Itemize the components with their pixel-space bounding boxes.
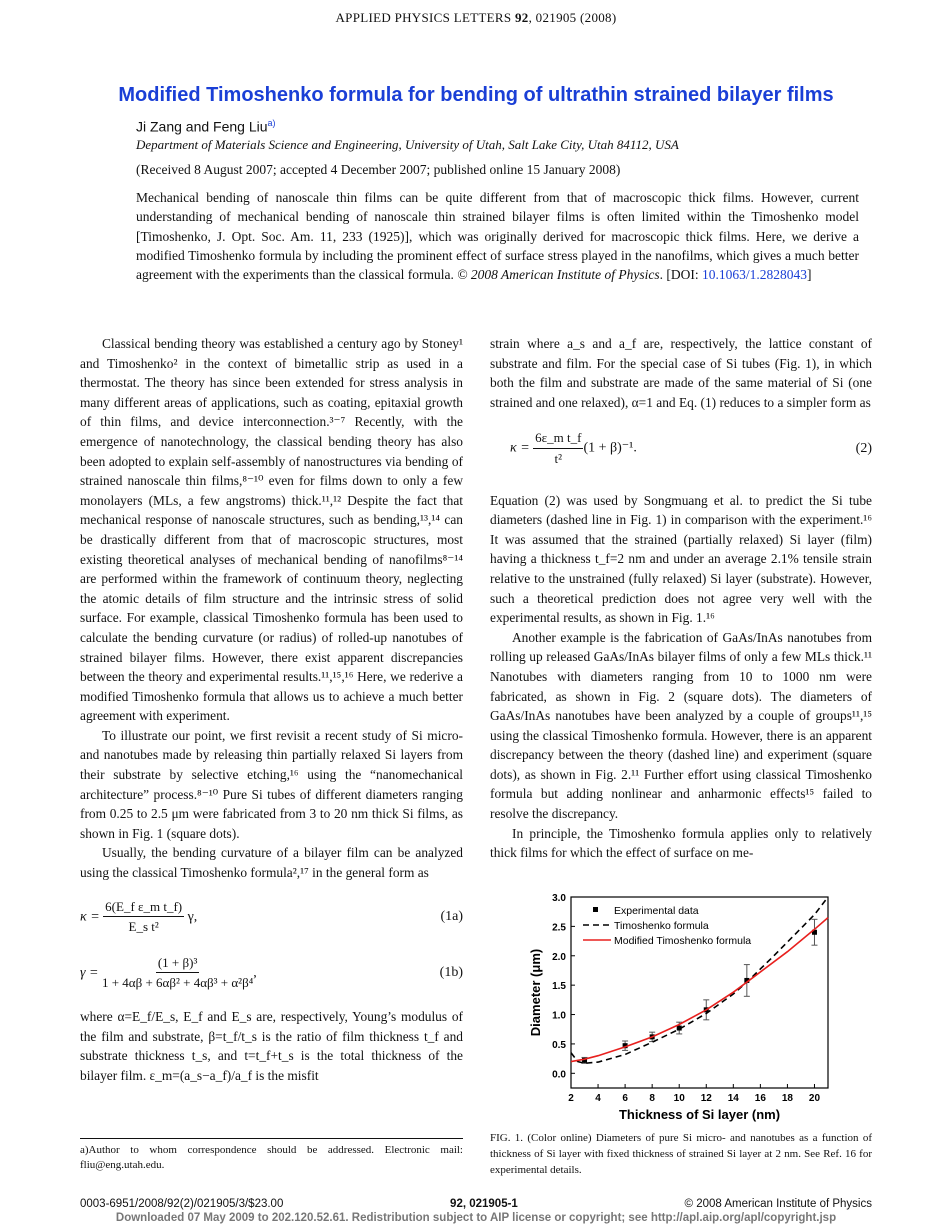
- y-tick-label: 2.0: [552, 951, 566, 963]
- equation-2: κ = $\frac{\text{6ε\_m t\_f}}{\text{t²}}$ (1 + β)⁻¹. (2): [510, 430, 872, 466]
- paper-title: Modified Timoshenko formula for bending of ultrathin strained bilayer films: [118, 84, 834, 106]
- y-tick-label: 0.5: [552, 1039, 566, 1051]
- x-axis-label: Thickness of Si layer (nm): [618, 1107, 781, 1122]
- footnote: a)Author to whom correspondence should be addressed. Electronic mail: fliu@eng.utah.edu.: [80, 1138, 463, 1173]
- authors: Ji Zang and Feng Liu$^{a)}$: [136, 118, 276, 135]
- paragraph: Usually, the bending curvature of a bilayer film can be analyzed using the classical Timoshenko formula²,¹⁷ in the general form as: [80, 845, 463, 881]
- footer-page: 92, 021905-1: [450, 1198, 518, 1210]
- legend-label: Experimental data: [614, 905, 699, 917]
- x-tick-label: 2: [568, 1093, 574, 1104]
- figure-1-chart: [520, 884, 850, 1129]
- right-column: [490, 334, 872, 863]
- y-axis-label: Diameter (μm): [528, 948, 543, 1037]
- x-tick-label: 12: [700, 1093, 712, 1104]
- download-notice: Downloaded 07 May 2009 to 202.120.52.61. Redistribution subject to AIP license or copyright; see http://apl.aip.org/apl/copyright.jsp: [115, 1212, 837, 1224]
- x-tick-label: 10: [673, 1093, 685, 1104]
- footer-copyright: © 2008 American Institute of Physics: [684, 1198, 872, 1210]
- y-tick-label: 1.5: [552, 981, 566, 993]
- figure-caption: FIG. 1. (Color online) Diameters of pure Si micro- and nanotubes as a function of thickness of Si layer with fixed thickness of strained Si layer at 2 nm. See Ref. 16 for experimental details.: [490, 1132, 872, 1176]
- received-dates: (Received 8 August 2007; accepted 4 December 2007; published online 15 January 2008): [136, 162, 621, 177]
- equation-1b: γ = $\frac{\text{(1 + β)³}}{\text{1 + 4αβ + 6αβ² + 4αβ³ + α²β⁴}}$ , (1b): [80, 954, 463, 991]
- paragraph: Equation (2) was used by Songmuang et al. to predict the Si tube diameters (dashed line in Fig. 1) in comparison with the experiment.¹⁶ It was assumed that the strained (partially relaxed) Si layer (film) having a thickness t_f=2 nm and under an average 2.1% tensile strain relative to the unstrained (fully relaxed) Si layer (substrate). However, such a theoretical prediction does not agree very well with the experimental results, as shown in Fig. 1.¹⁶: [490, 492, 872, 626]
- doi-link[interactable]: 10.1063/1.2828043: [702, 267, 808, 283]
- legend-label: Modified Timoshenko formula: [614, 935, 752, 947]
- x-tick-label: 6: [622, 1093, 628, 1104]
- x-tick-label: 8: [649, 1093, 655, 1104]
- paragraph: To illustrate our point, we first revisit a recent study of Si micro- and nanotubes made by releasing thin partially relaxed Si layers from their substrate by selective etching,¹⁶ using the “nanomechanical architecture” process.⁸⁻¹⁰ Pure Si tubes of different diameters ranging from 0.25 to 2.5 μm were fabricated from 3 to 20 nm thick Si films, as shown in Fig. 1 (square dots).: [80, 727, 463, 841]
- legend-label: Timoshenko formula: [614, 920, 709, 932]
- abstract: Mechanical bending of nanoscale thin films can be quite different from that of macroscopic thick films. However, current understanding of mechanical bending of nanoscale thin strained bilayer films is often limited within the Timoshenko model [Timoshenko, J. Opt. Soc. Am. 11, 233 (1925)], which was originally derived for macroscopic thick films. Here, we derive a modified Timoshenko formula by including the prominent effect of surface stress played in the nanofilms, which gives a much better agreement with the experiments than the classical formula. © 2008 American Institute of Physics. [DOI: 10.1063/1.2828043]: [136, 190, 859, 283]
- x-tick-label: 4: [595, 1093, 601, 1104]
- left-column: [80, 334, 463, 1085]
- x-tick-label: 20: [808, 1093, 821, 1104]
- page-footer: [80, 1198, 872, 1210]
- journal-header: APPLIED PHYSICS LETTERS 92, 021905 (2008): [335, 10, 617, 25]
- x-tick-label: 18: [781, 1093, 793, 1104]
- author-note-link[interactable]: a): [267, 118, 276, 128]
- legend-marker: [593, 907, 598, 912]
- y-tick-label: 1.0: [552, 1010, 566, 1022]
- y-tick-label: 0.0: [552, 1069, 566, 1081]
- y-tick-label: 3.0: [552, 893, 566, 904]
- x-tick-label: 14: [727, 1093, 739, 1104]
- footer-issn: 0003-6951/2008/92(2)/021905/3/$23.00: [80, 1198, 284, 1210]
- paragraph: Classical bending theory was established a century ago by Stoney¹ and Timoshenko² in the context of bimetallic strip as used in a thermostat. The theory has since been extended for stress analysis in many different areas of applications, such as coating, epitaxial growth of thin films, and device interconnection.³⁻⁷ Recently, with the emergence of nanotechnology, the classical bending theory has also been adopted to explain self-assembly of nanostructures via bending of strained nanoscale thin films,⁸⁻¹⁰ even for films down to only a few monolayers (MLs, a few angstroms) thick.¹¹,¹² Despite the fact that mechanical response of nanoscale structures, such as bending,¹³,¹⁴ can be drastically different from that of macroscopic structures, most existing theoretical analyses of mechanical bending of nanofilms⁸⁻¹⁴ are performed within the framework of continuum theory, neglecting the atomic details of film structure and the intrinsic stress of solid surface. For example, classical Timoshenko formula has been used to calculate the bending curvature (or radius) of rolled-up nanotubes of strained bilayer films. However, there exist apparent discrepancies between the theory and experimental results.¹¹,¹⁵,¹⁶ Here, we rederive a modified Timoshenko formula that allows us to achieve a much better agreement with experiment.: [80, 336, 463, 724]
- paragraph: strain where a_s and a_f are, respectively, the lattice constant of substrate and film. For the special case of Si tubes (Fig. 1), in which both the film and substrate are made of the same material of Si (one strained and one relaxed), α=1 and Eq. (1) reduces to a simpler form as: [490, 336, 872, 410]
- affiliation: Department of Materials Science and Engineering, University of Utah, Salt Lake City, Utah 84112, USA: [136, 137, 679, 152]
- x-tick-label: 16: [754, 1093, 766, 1104]
- y-tick-label: 2.5: [552, 922, 566, 934]
- paragraph: In principle, the Timoshenko formula applies only to relatively thick films for which the effect of surface on me-: [490, 825, 872, 861]
- equation-1a: κ = $\frac{\text{6(E\_f ε\_m t\_f)}}{\text{E\_s t²}}$ γ, (1a): [80, 898, 463, 935]
- paragraph: where α=E_f/E_s, E_f and E_s are, respectively, Young’s modulus of the film and substrate, β=t_f/t_s is the ratio of film thickness t_f and substrate thickness t_s, and t=t_f+t_s is the total thickness of the bilayer film. ε_m=(a_s−a_f)/a_f is the misfit: [80, 1009, 463, 1083]
- paragraph: Another example is the fabrication of GaAs/InAs nanotubes from rolling up released GaAs/InAs bilayer films of only a few MLs thick.¹¹ Nanotubes with diameters ranging from 10 to 1000 nm were fabricated, as shown in Fig. 2 (square dots). The diameters of GaAs/InAs nanotubes have been analyzed by a couple of groups¹¹,¹⁵ using the classical Timoshenko formula. However, there is an apparent discrepancy between the theory (dashed line) and experiment (square dots), as shown in Fig. 2.¹¹ Further effort using classical Timoshenko formula but adding nonlinear and anharmonic effects¹⁵ failed to resolve the discrepancy.: [490, 629, 872, 822]
